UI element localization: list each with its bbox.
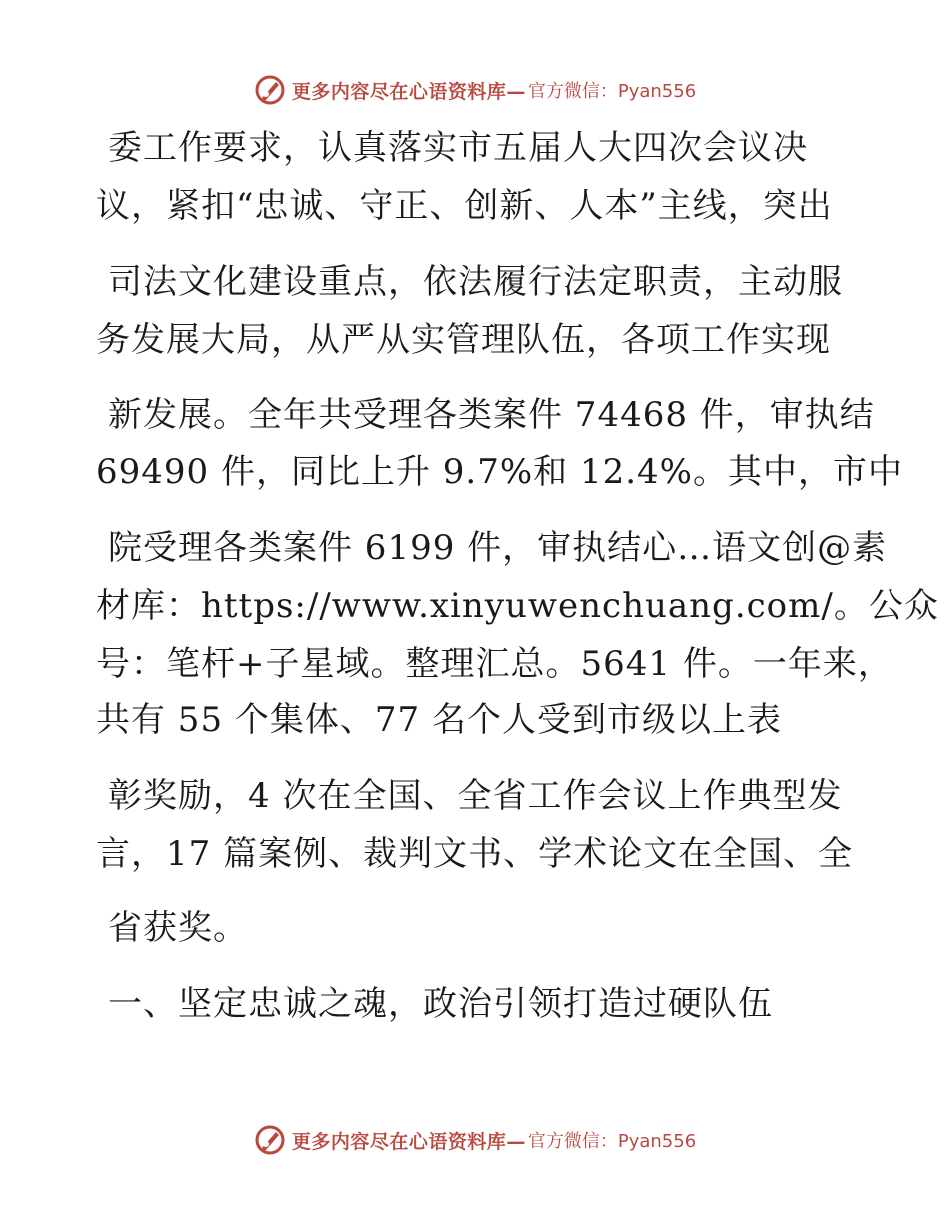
pen-logo-icon — [254, 1124, 286, 1156]
paragraph-line: 号：笔杆+子星域。整理汇总。5641 件。一年来， — [96, 644, 893, 684]
paragraph-line: 69490 件，同比上升 9.7%和 12.4%。其中，市中 — [96, 452, 903, 492]
paragraph-line: 彰奖励，4 次在全国、全省工作会议上作典型发 — [108, 776, 843, 816]
paragraph-line: 材库：https://www.xinyuwenchuang.com/。公众 — [96, 586, 939, 626]
paragraph-line: 委工作要求，认真落实市五届人大四次会议决 — [108, 128, 808, 168]
banner-wechat-text: 官方微信：Pyan556 — [527, 81, 697, 102]
paragraph-line: 新发展。全年共受理各类案件 74468 件，审执结 — [108, 395, 875, 435]
paragraph-line: 议，紧扣“忠诚、守正、创新、人本”主线，突出 — [96, 186, 833, 226]
banner-main-text: 更多内容尽在心语资料库— — [291, 80, 526, 103]
paragraph-line: 共有 55 个集体、77 名个人受到市级以上表 — [96, 700, 782, 740]
paragraph-line: 院受理各类案件 6199 件，审执结心…语文创@素 — [108, 528, 888, 568]
paragraph-line: 务发展大局，从严从实管理队伍，各项工作实现 — [96, 320, 831, 360]
paragraph-line: 言，17 篇案例、裁判文书、学术论文在全国、全 — [96, 834, 854, 874]
paragraph-line: 省获奖。 — [108, 908, 248, 948]
banner-main-text: 更多内容尽在心语资料库— — [291, 1130, 526, 1153]
paragraph-line: 司法文化建设重点，依法履行法定职责，主动服 — [108, 262, 843, 302]
banner-wechat-text: 官方微信：Pyan556 — [527, 1131, 697, 1152]
section-heading: 一、坚定忠诚之魂，政治引领打造过硬队伍 — [108, 984, 773, 1024]
footer-watermark-banner — [0, 1120, 950, 1160]
